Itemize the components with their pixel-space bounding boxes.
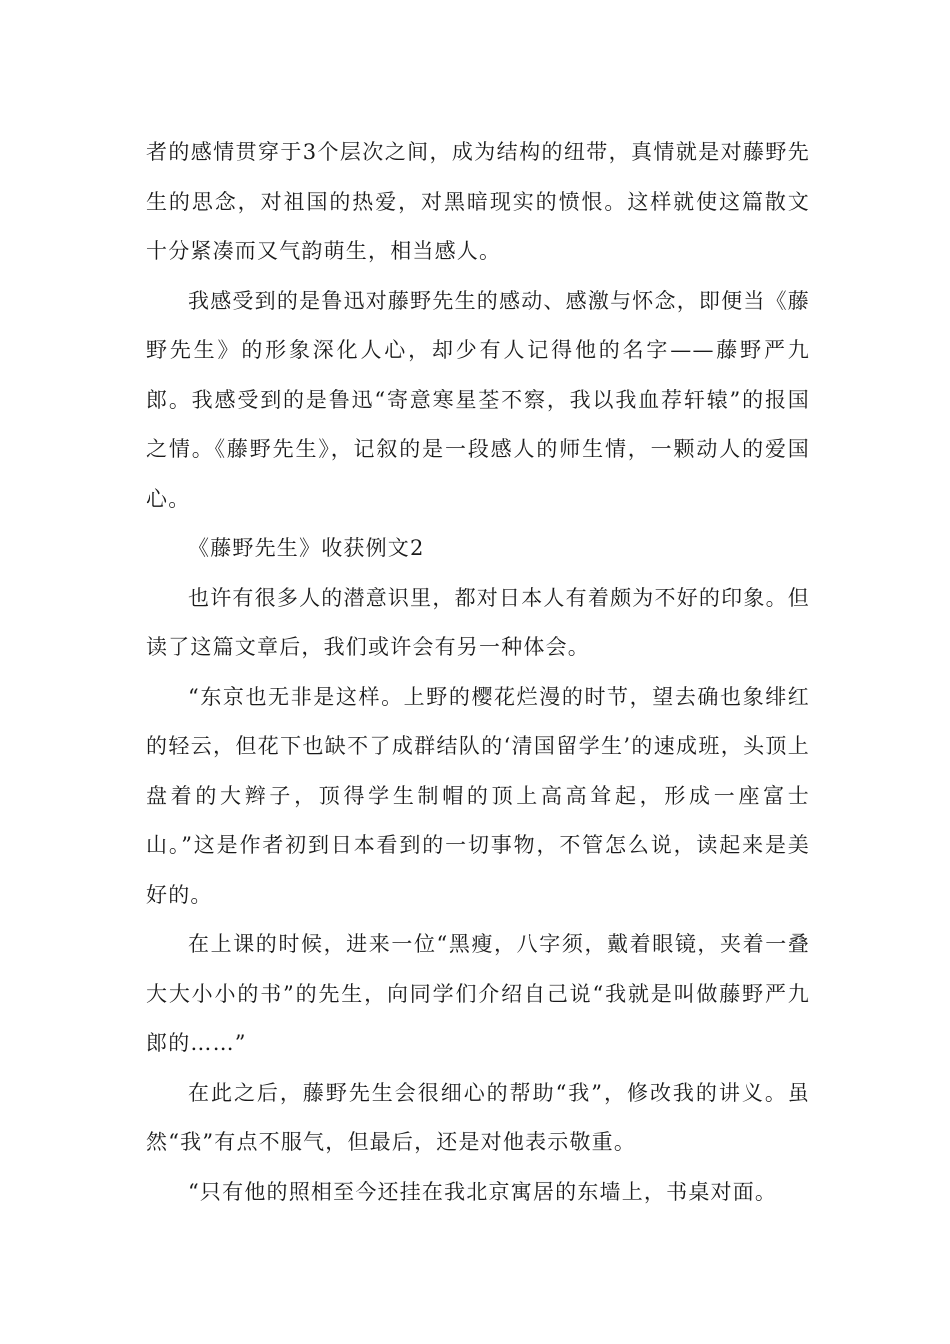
paragraph: “只有他的照相至今还挂在我北京寓居的东墙上，书桌对面。 — [188, 1179, 778, 1204]
document-body — [146, 128, 810, 1217]
section-heading: 《藤野先生》收获例文2 — [188, 536, 425, 560]
paragraph: 我感受到的是鲁迅对藤野先生的感动、感激与怀念，即便当《藤野先生》的形象深化人心，却少有人记得他的名字——藤野严九郎。我感受到的是鲁迅“寄意寒星荃不察，我以我血荐轩辕”的报国之情。《藤野先生》，记叙的是一段感人的师生情，一颗动人的爱国心。 — [146, 288, 810, 511]
paragraph-continuation: 者的感情贯穿于3个层次之间，成为结构的纽带，真情就是对藤野先生的思念，对祖国的热爱，对黑暗现实的愤恨。这样就使这篇散文十分紧凑而又气韵萌生，相当感人。 — [146, 140, 810, 263]
paragraph: 在此之后，藤野先生会很细心的帮助“我”，修改我的讲义。虽然“我”有点不服气，但最后，还是对他表示敬重。 — [146, 1080, 810, 1154]
paragraph: 也许有很多人的潜意识里，都对日本人有着颇为不好的印象。但读了这篇文章后，我们或许会有另一种体会。 — [146, 585, 810, 659]
paragraph: “东京也无非是这样。上野的樱花烂漫的时节，望去确也象绯红的轻云，但花下也缺不了成群结队的‘清国留学生’的速成班，头顶上盘着的大辫子，顶得学生制帽的顶上高高耸起，形成一座富士山。”这是作者初到日本看到的一切事物，不管怎么说，读起来是美好的。 — [146, 684, 810, 907]
paragraph: 在上课的时候，进来一位“黑瘦，八字须，戴着眼镜，夹着一叠大大小小的书”的先生，向同学们介绍自己说“我就是叫做藤野严九郎的……” — [146, 932, 810, 1055]
